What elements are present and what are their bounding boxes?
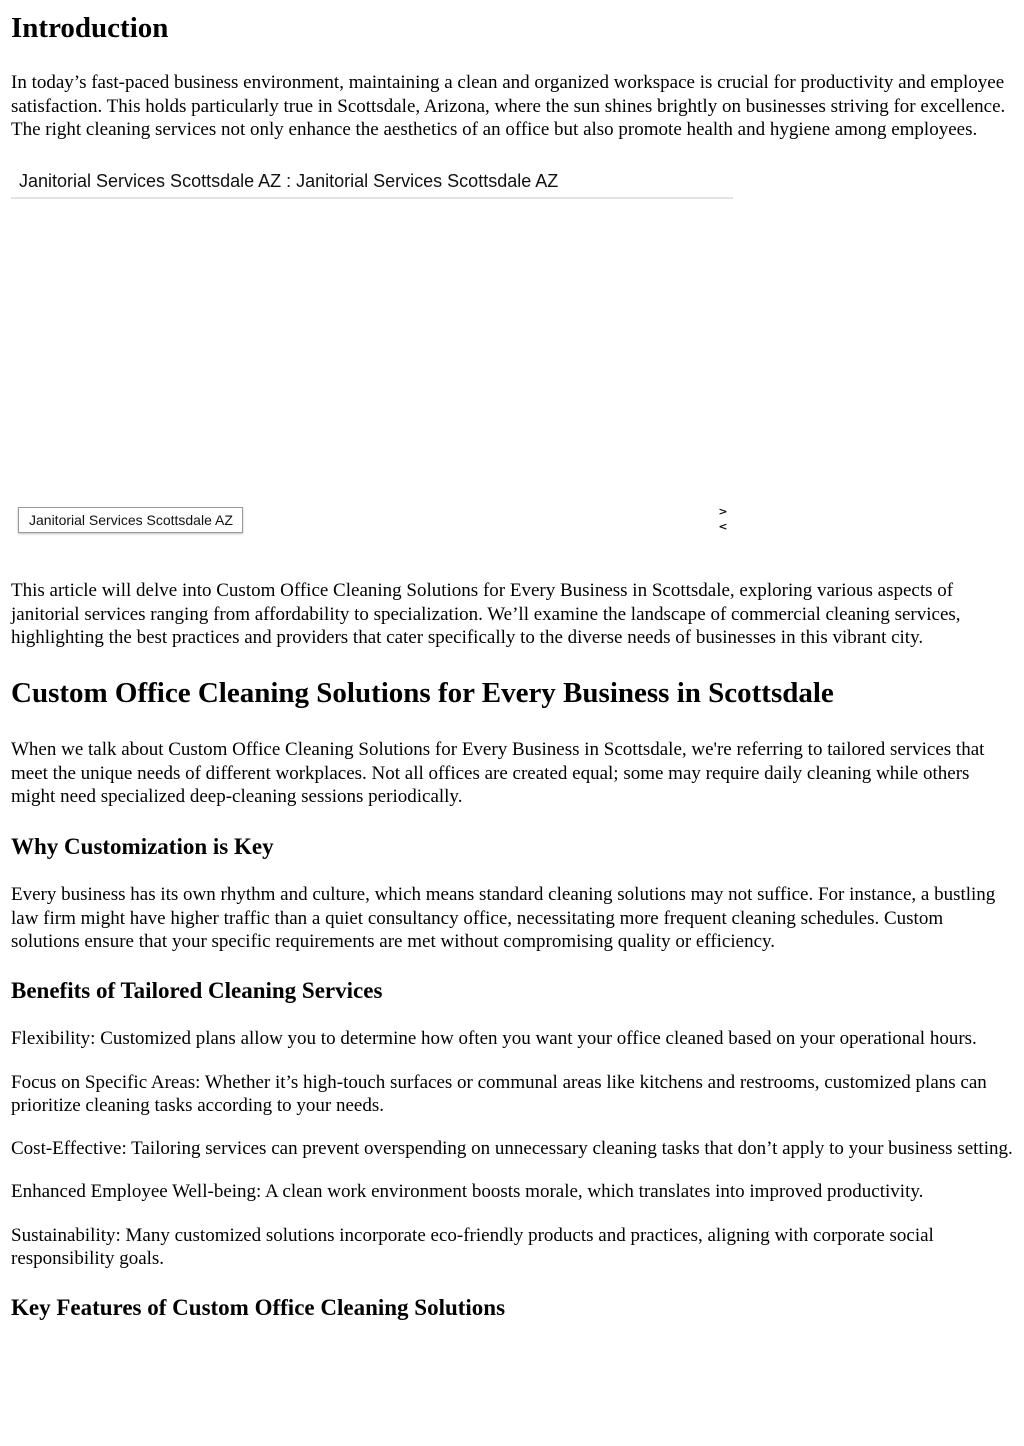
article [11, 0, 1016, 1321]
embed-title[interactable]: Janitorial Services Scottsdale AZ : Janitorial Services Scottsdale AZ [11, 169, 733, 199]
benefit-item-sustainability: Sustainability: Many customized solutions incorporate eco-friendly products and practices, aligning with corporate social responsibility goals. [11, 1224, 934, 1270]
benefit-item-flexibility: Flexibility: Customized plans allow you to determine how often you want your office cleaned based on your operational hours. [11, 1028, 977, 1050]
benefits-heading: Benefits of Tailored Cleaning Services [11, 978, 383, 1004]
introduction-heading: Introduction [11, 12, 169, 44]
introduction-paragraph: In today’s fast-paced business environment, maintaining a clean and organized workspace is crucial for productivity and employee satisfaction. This holds particularly true in Scottsdale, Arizona, where the sun shines brightly on businesses striving for excellence. The right cleaning services not only enhance the aesthetics of an office but also promote health and hygiene among employees. [11, 72, 1006, 140]
map-canvas[interactable] [11, 199, 733, 499]
why-customization-paragraph: Every business has its own rhythm and culture, which means standard cleaning solutions may not suffice. For instance, a bustling law firm might have higher traffic than a quiet consultancy office, necessitating more frequent cleaning schedules. Custom solutions ensure that your specific requirements are met without compromising quality or efficiency. [11, 884, 996, 952]
article-intro-paragraph: This article will delve into Custom Office Cleaning Solutions for Every Business in Scottsdale, exploring various aspects of janitorial services ranging from affordability to specialization. We’ll examine the landscape of commercial cleaning services, highlighting the best practices and providers that cater specifically to the diverse needs of businesses in this vibrant city. [11, 580, 961, 648]
why-customization-heading: Why Customization is Key [11, 834, 274, 860]
map-layer-tab[interactable]: Janitorial Services Scottsdale AZ [18, 507, 243, 533]
main-heading: Custom Office Cleaning Solutions for Every Business in Scottsdale [11, 677, 834, 710]
main-paragraph: When we talk about Custom Office Cleaning Solutions for Every Business in Scottsdale, we're referring to tailored services that meet the unique needs of different workplaces. Not all offices are created equal; some may require daily cleaning while others might need specialized deep-cleaning sessions periodically. [11, 739, 985, 808]
benefit-item-focus-areas: Focus on Specific Areas: Whether it’s high-touch surfaces or communal areas like kitchens and restrooms, customized plans can prioritize cleaning tasks according to your needs. [11, 1071, 987, 1116]
prev-arrow-icon[interactable]: < [718, 520, 728, 534]
embedded-map-widget [11, 169, 733, 549]
key-features-heading: Key Features of Custom Office Cleaning Solutions [11, 1295, 506, 1321]
map-nav-arrows [717, 504, 729, 534]
next-arrow-icon[interactable]: > [718, 505, 728, 519]
benefit-item-well-being: Enhanced Employee Well-being: A clean work environment boosts morale, which translates into improved productivity. [11, 1181, 924, 1203]
benefit-item-cost-effective: Cost-Effective: Tailoring services can prevent overspending on unnecessary cleaning tasks that don’t apply to your business setting. [11, 1138, 1013, 1160]
